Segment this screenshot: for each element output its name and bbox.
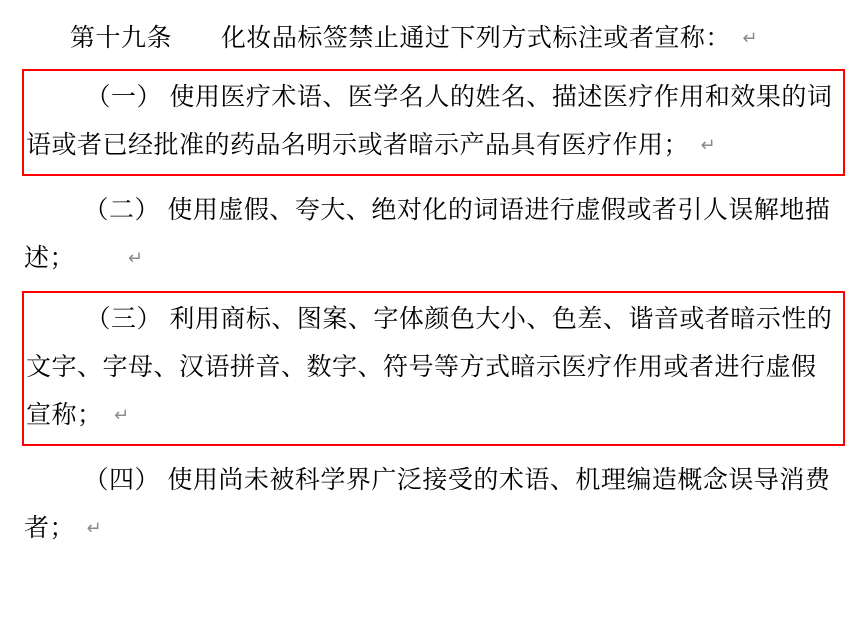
article-heading-label: 第十九条 <box>70 24 173 52</box>
clause-item-2 <box>22 186 845 283</box>
paragraph-mark-icon: ↵ <box>742 28 758 49</box>
clause-text: 使用尚未被科学界广泛接受的术语、机理编造概念误导消费者； <box>24 466 831 542</box>
clause-text: 利用商标、图案、字体颜色大小、色差、谐音或者暗示性的文字、字母、汉语拼音、数字、符号等方式暗示医疗作用或者进行虚假宣称； <box>26 305 833 429</box>
paragraph-mark-icon: ↵ <box>86 518 103 539</box>
clause-marker: （二） <box>83 196 160 224</box>
paragraph-mark-icon: ↵ <box>113 405 130 426</box>
article-heading-text: 化妆品标签禁止通过下列方式标注或者宣称： <box>220 24 731 52</box>
clause-text: 使用虚假、夸大、绝对化的词语进行虚假或者引人误解地描述； <box>24 196 831 272</box>
clause-marker: （四） <box>83 466 160 494</box>
article-heading <box>22 14 845 63</box>
paragraph-mark-icon: ↵ <box>127 248 144 269</box>
paragraph-mark-icon: ↵ <box>700 135 717 156</box>
clause-text: 使用医疗术语、医学名人的姓名、描述医疗作用和效果的词语或者已经批准的药品名明示或者暗示产品具有医疗作用； <box>26 83 833 159</box>
clause-item-1-highlighted <box>22 69 845 176</box>
clause-item-4 <box>22 456 845 553</box>
clause-item-3-highlighted <box>22 291 845 446</box>
clause-marker: （一） <box>85 83 162 111</box>
clause-marker: （三） <box>85 305 162 333</box>
